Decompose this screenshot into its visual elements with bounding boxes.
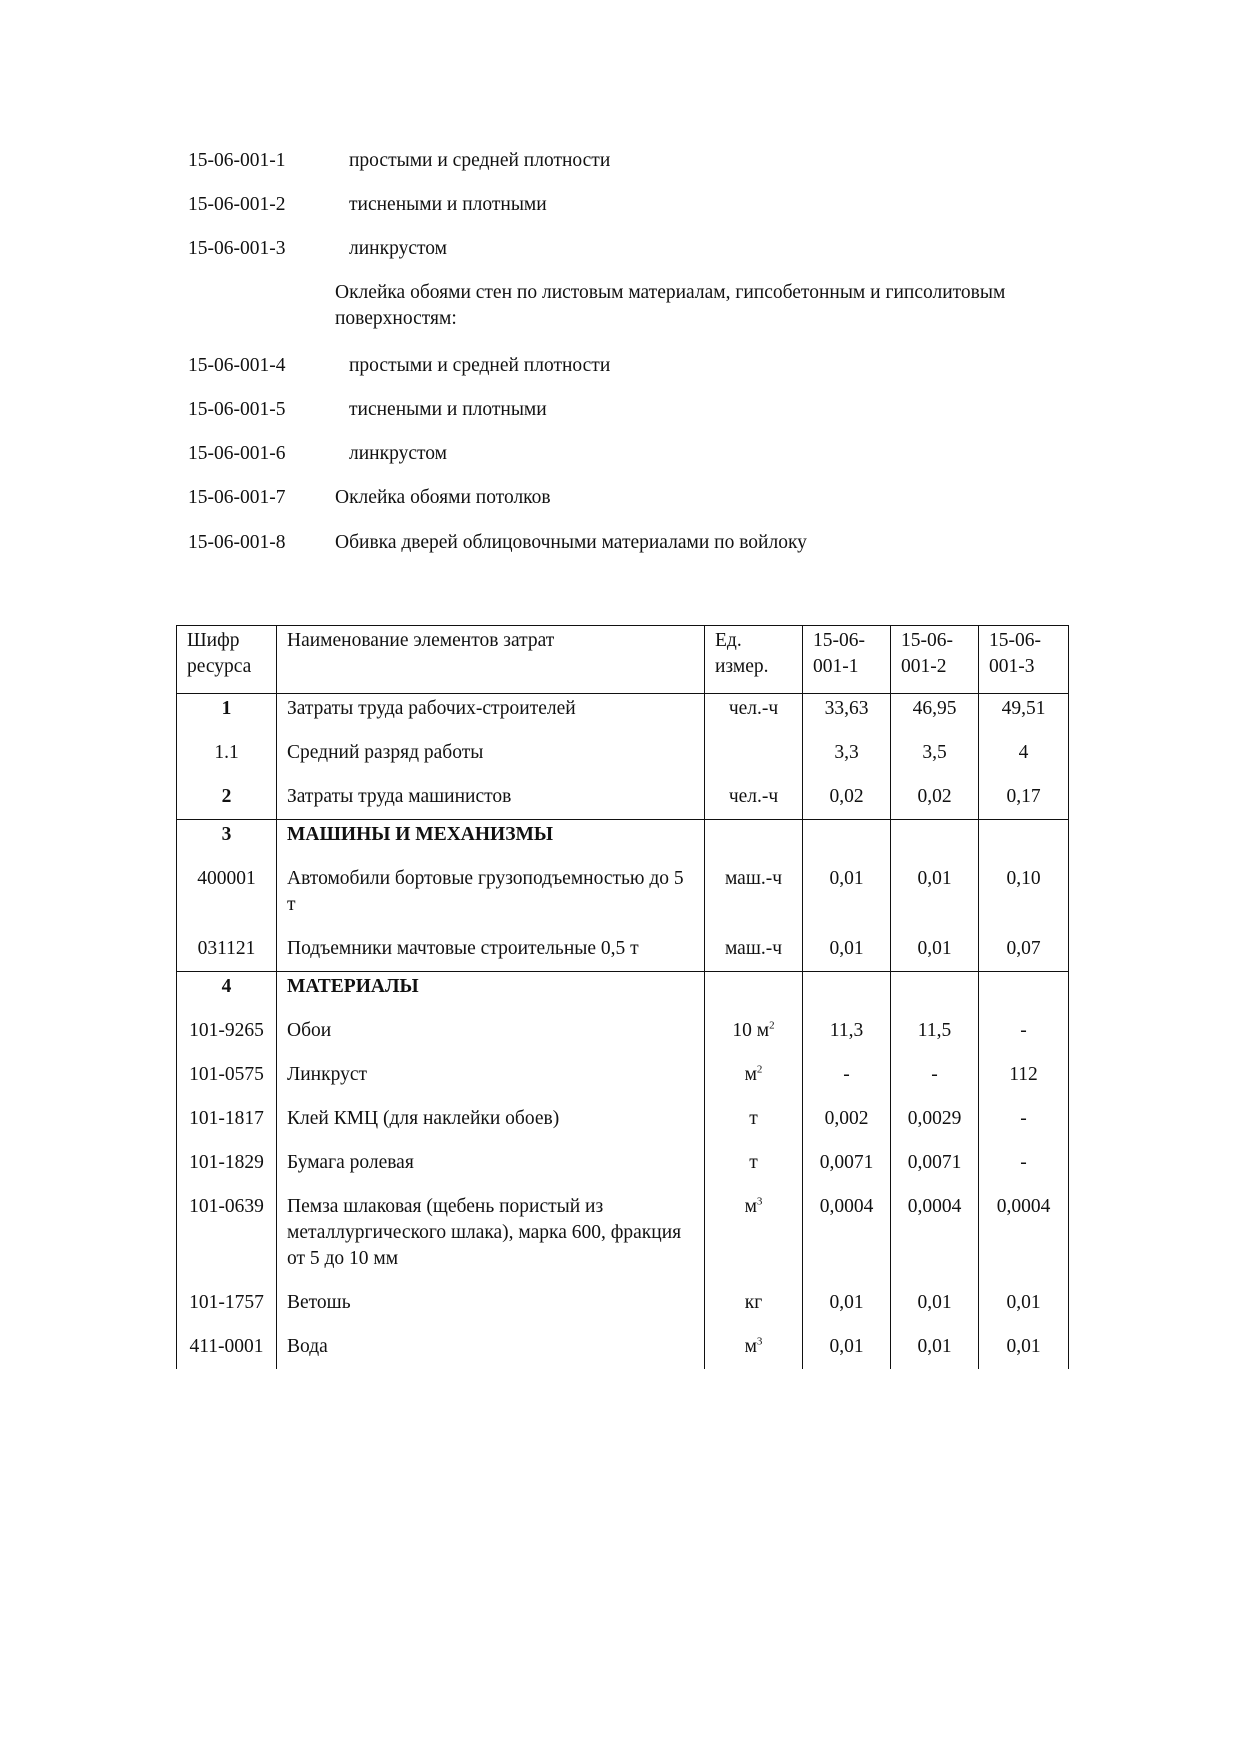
cell-value-3: 0,07: [979, 927, 1069, 972]
unit-text: 10 м: [732, 1020, 770, 1041]
unit-superscript: 2: [756, 1063, 763, 1076]
cell-code: 101-9265: [177, 1009, 277, 1053]
resource-table-wrapper: [176, 625, 1068, 1369]
cell-value-3: 112: [979, 1053, 1069, 1097]
cell-value-3: -: [979, 1009, 1069, 1053]
section-header-row: [177, 820, 1069, 858]
table-row: [177, 857, 1069, 927]
cell-code: 400001: [177, 857, 277, 927]
header-col-2: 15-06-001-2: [891, 626, 979, 694]
cell-value-1: 0,01: [803, 1325, 891, 1369]
cell-unit: [705, 1009, 803, 1053]
resource-table: [176, 625, 1069, 1369]
table-row: [177, 927, 1069, 972]
cell-unit: т: [705, 1097, 803, 1141]
item-desc: Оклейка обоями потолков: [335, 487, 551, 508]
cell-unit: [705, 1053, 803, 1097]
cell-value-3: 49,51: [979, 694, 1069, 732]
table-row: [177, 1185, 1069, 1281]
cell-name: Затраты труда машинистов: [277, 775, 705, 820]
cell-code: 031121: [177, 927, 277, 972]
cell-value-2: 0,02: [891, 775, 979, 820]
cell-value-1: -: [803, 1053, 891, 1097]
table-row: [177, 1281, 1069, 1325]
item-code: 15-06-001-4: [188, 355, 286, 376]
unit-text: м: [744, 1196, 757, 1217]
cell-name: Автомобили бортовые грузоподъемностью до 5 т: [277, 857, 705, 927]
cell-name: Средний разряд работы: [277, 731, 705, 775]
item-code: 15-06-001-2: [188, 194, 286, 215]
cell-value-3: -: [979, 1097, 1069, 1141]
table-row: [177, 694, 1069, 732]
cell-unit: [705, 1325, 803, 1369]
cell-value-2: 11,5: [891, 1009, 979, 1053]
cell-code: 101-0639: [177, 1185, 277, 1281]
cell-value-2: 46,95: [891, 694, 979, 732]
cell-value-1: [803, 820, 891, 858]
cell-unit: [705, 820, 803, 858]
table-row: [177, 1325, 1069, 1369]
header-col-1: 15-06-001-1: [803, 626, 891, 694]
cell-unit: [705, 1185, 803, 1281]
cell-value-1: [803, 972, 891, 1010]
cell-name: Подъемники мачтовые строительные 0,5 т: [277, 927, 705, 972]
cell-code: 101-1829: [177, 1141, 277, 1185]
cell-value-3: 0,17: [979, 775, 1069, 820]
cell-value-2: [891, 972, 979, 1010]
header-unit: Ед. измер.: [705, 626, 803, 694]
table-row: [177, 1009, 1069, 1053]
cell-unit: [705, 972, 803, 1010]
cell-name: Обои: [277, 1009, 705, 1053]
item-code: 15-06-001-6: [188, 443, 286, 464]
item-desc: простыми и средней плотности: [349, 355, 611, 376]
cell-value-1: 3,3: [803, 731, 891, 775]
table-row: [177, 1053, 1069, 1097]
item-desc: тиснеными и плотными: [349, 399, 547, 420]
cell-value-3: 0,01: [979, 1325, 1069, 1369]
cell-value-1: 0,02: [803, 775, 891, 820]
cell-code: 3: [177, 820, 277, 858]
cell-value-3: 0,0004: [979, 1185, 1069, 1281]
item-code: 15-06-001-3: [188, 238, 286, 259]
cell-unit: чел.-ч: [705, 775, 803, 820]
cell-value-3: 4: [979, 731, 1069, 775]
cell-value-2: 0,0004: [891, 1185, 979, 1281]
cell-code: 101-1757: [177, 1281, 277, 1325]
cell-name: Вода: [277, 1325, 705, 1369]
cell-unit: маш.-ч: [705, 857, 803, 927]
cell-name: Линкруст: [277, 1053, 705, 1097]
unit-text: м: [744, 1064, 757, 1085]
item-desc: линкрустом: [349, 238, 447, 259]
item-desc: тиснеными и плотными: [349, 194, 547, 215]
cell-unit: [705, 731, 803, 775]
cell-value-1: 11,3: [803, 1009, 891, 1053]
cell-name: Бумага ролевая: [277, 1141, 705, 1185]
cell-unit: т: [705, 1141, 803, 1185]
item-code: 15-06-001-1: [188, 150, 286, 171]
cell-name: Затраты труда рабочих-строителей: [277, 694, 705, 732]
cell-value-2: 0,01: [891, 1281, 979, 1325]
item-code: 15-06-001-8: [188, 532, 286, 553]
item-code: 15-06-001-7: [188, 487, 286, 508]
cell-unit: кг: [705, 1281, 803, 1325]
header-col-3: 15-06-001-3: [979, 626, 1069, 694]
cell-name: Клей КМЦ (для наклейки обоев): [277, 1097, 705, 1141]
cell-value-1: 0,01: [803, 927, 891, 972]
item-desc: линкрустом: [349, 443, 447, 464]
item-code: 15-06-001-5: [188, 399, 286, 420]
unit-superscript: 2: [769, 1019, 775, 1032]
cell-value-2: 0,01: [891, 857, 979, 927]
cell-value-1: 0,01: [803, 1281, 891, 1325]
cell-value-1: 33,63: [803, 694, 891, 732]
section-title: МАТЕРИАЛЫ: [277, 972, 705, 1010]
header-code: Шифр ресурса: [177, 626, 277, 694]
cell-code: 411-0001: [177, 1325, 277, 1369]
cell-unit: чел.-ч: [705, 694, 803, 732]
cell-value-3: [979, 972, 1069, 1010]
cell-value-2: 0,0071: [891, 1141, 979, 1185]
cell-value-2: 0,0029: [891, 1097, 979, 1141]
table-row: [177, 731, 1069, 775]
section-title: МАШИНЫ И МЕХАНИЗМЫ: [277, 820, 705, 858]
cell-value-3: 0,01: [979, 1281, 1069, 1325]
cell-value-1: 0,01: [803, 857, 891, 927]
cell-name: Пемза шлаковая (щебень пористый из металлургического шлака), марка 600, фракция от 5 до 10 мм: [277, 1185, 705, 1281]
table-header-row: [177, 626, 1069, 694]
cell-value-1: 0,0071: [803, 1141, 891, 1185]
cell-unit: маш.-ч: [705, 927, 803, 972]
cell-value-2: 0,01: [891, 1325, 979, 1369]
table-row: [177, 1141, 1069, 1185]
cell-name: Ветошь: [277, 1281, 705, 1325]
item-desc: простыми и средней плотности: [349, 150, 611, 171]
cell-value-1: 0,002: [803, 1097, 891, 1141]
header-name: Наименование элементов затрат: [277, 626, 705, 694]
cell-code: 4: [177, 972, 277, 1010]
section-header-row: [177, 972, 1069, 1010]
table-row: [177, 775, 1069, 820]
cell-code: 2: [177, 775, 277, 820]
cell-code: 101-1817: [177, 1097, 277, 1141]
cell-value-2: [891, 820, 979, 858]
cell-value-2: 0,01: [891, 927, 979, 972]
cell-value-1: 0,0004: [803, 1185, 891, 1281]
unit-text: м: [744, 1336, 757, 1357]
cell-value-3: -: [979, 1141, 1069, 1185]
item-desc: Обивка дверей облицовочными материалами по войлоку: [335, 532, 807, 553]
cell-value-3: [979, 820, 1069, 858]
cell-value-2: 3,5: [891, 731, 979, 775]
cell-code: 101-0575: [177, 1053, 277, 1097]
table-row: [177, 1097, 1069, 1141]
unit-superscript: 3: [756, 1195, 763, 1208]
cell-value-3: 0,10: [979, 857, 1069, 927]
group-note: Оклейка обоями стен по листовым материалам, гипсобетонным и гипсолитовым поверхностям:: [335, 282, 1006, 329]
cell-code: 1.1: [177, 731, 277, 775]
unit-superscript: 3: [756, 1335, 763, 1348]
cell-code: 1: [177, 694, 277, 732]
cell-value-2: -: [891, 1053, 979, 1097]
